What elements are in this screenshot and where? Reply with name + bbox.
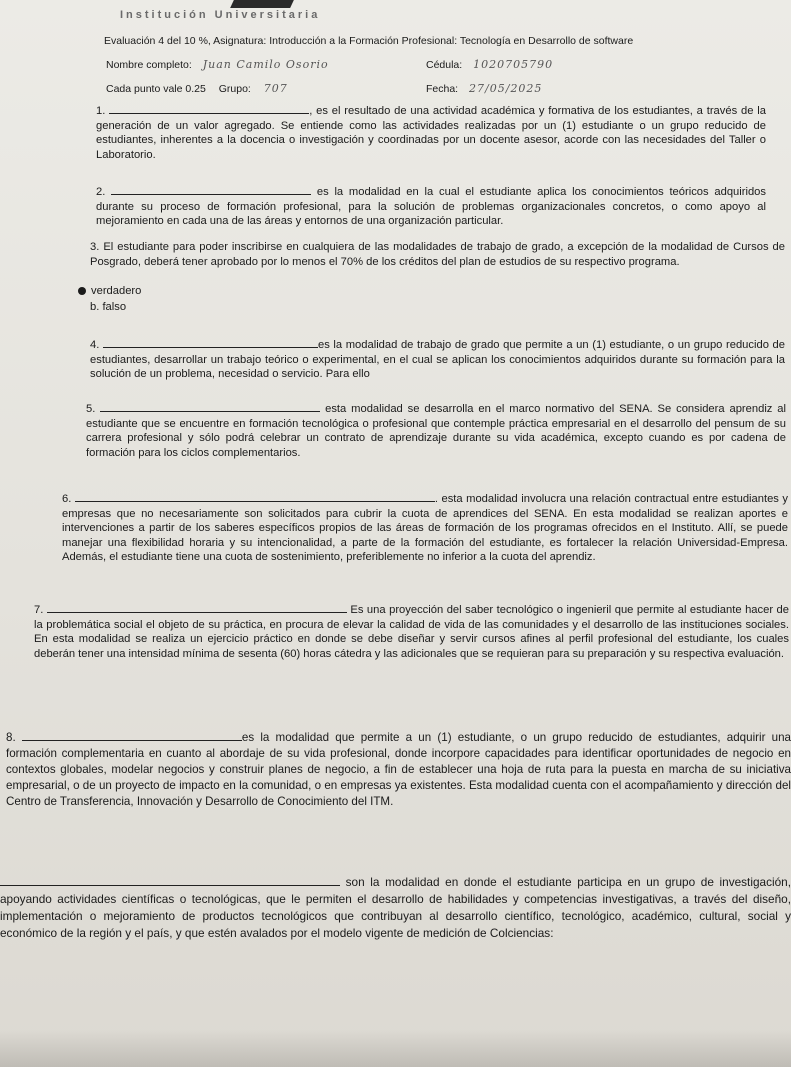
question-text: es la modalidad que permite a un (1) estudiante, o un grupo reducido de estudiantes, adquirir una formación complementaria en cuanto al abordaje de su vida profesional, donde incorpore capacidades para identificar oportunidades de negocio en contextos globales, modelar negocios y construir planes de negocio, a fin de establecer una hoja de ruta para la puesta en marcha de su iniciativa empresarial, o de un proyecto de impacto en la comunidad, o en empresas ya existentes. Esta modalidad cuenta con el acompañamiento y dirección del Centro de Transferencia, Innovación y Desarrollo de Conocimiento del ITM. bbox=[6, 731, 791, 808]
option-label: verdadero bbox=[91, 285, 142, 297]
question-text: . esta modalidad involucra una relación contractual entre estudiantes y empresas que no necesariamente son solicitados para cubrir la cuota de aprendices del SENA. En esta modalidad se realizan aportes e intervenciones a partir de los saberes específicos propios de las áreas de formación de los programas ofrecidos en el Instituto. Allí, se puede manejar una flexibilidad horaria y su intencionalidad, a parte de la formación del estudiante, es fortalecer la relación Universidad-Empresa. Además, el estudiante tiene una cuota de sostenimiento, preferiblemente no inferior a la cuota del aprendiz. bbox=[62, 493, 788, 563]
question-6 bbox=[62, 491, 788, 583]
evaluation-title: Evaluación 4 del 10 %, Asignatura: Introducción a la Formación Profesional: Tecnología en Desarrollo de software bbox=[104, 35, 634, 47]
question-text: es la modalidad de trabajo de grado que permite a un (1) estudiante, o un grupo reducido de estudiantes, desarrollar un trabajo teórico o experimental, en el cual se aplican los conocimientos adquiridos durante su formación para la solución de un problema, necesidad o servicio. Para ello bbox=[90, 339, 785, 380]
answer-blank[interactable] bbox=[109, 103, 309, 114]
question-3 bbox=[90, 240, 785, 284]
id-label: Cédula: bbox=[426, 59, 463, 71]
selected-radio-icon[interactable] bbox=[78, 287, 86, 295]
question-text: El estudiante para poder inscribirse en cualquiera de las modalidades de trabajo de grado, a excepción de la modalidad de Cursos de Posgrado, deberá tener aprobado por lo menos el 70% de los créditos del plan de estudios de su respectivo programa. bbox=[90, 241, 786, 268]
question-number: 2. bbox=[96, 186, 106, 198]
question-8 bbox=[6, 730, 791, 862]
question-5 bbox=[86, 401, 786, 463]
question-4 bbox=[90, 337, 785, 380]
question-number: 5. bbox=[86, 403, 96, 415]
points-text: Cada punto vale 0.25 bbox=[106, 83, 206, 95]
question-9 bbox=[0, 874, 791, 1014]
itm-logo bbox=[230, 0, 294, 8]
institution-name: Institución Universitaria bbox=[120, 9, 321, 21]
question-7 bbox=[34, 602, 789, 708]
name-value[interactable]: Juan Camilo Osorio bbox=[202, 58, 329, 71]
answer-blank[interactable] bbox=[100, 401, 320, 412]
question-number: 7. bbox=[34, 604, 44, 616]
name-row bbox=[106, 58, 329, 71]
question-number: 6. bbox=[62, 493, 72, 505]
option-false[interactable] bbox=[90, 301, 126, 313]
answer-blank[interactable] bbox=[47, 602, 347, 613]
name-label: Nombre completo: bbox=[106, 59, 192, 71]
option-true[interactable] bbox=[78, 285, 141, 297]
answer-blank[interactable] bbox=[0, 875, 340, 886]
answer-blank[interactable] bbox=[22, 730, 242, 741]
question-number: 1. bbox=[96, 105, 106, 117]
question-1 bbox=[96, 103, 766, 161]
answer-blank[interactable] bbox=[103, 337, 318, 348]
question-number: 8. bbox=[6, 731, 16, 744]
question-text: esta modalidad se desarrolla en el marco normativo del SENA. Se considera aprendiz al estudiante que se encuentre en formación tecnológica o profesional que contemple práctica empresarial en el desarrollo del pensum de su carrera profesional y sólo podrá celebrar un contrato de aprendizaje durante su vida académica, excepto cuando es por cadena de formación para los ciclos complementarios. bbox=[86, 403, 786, 459]
points-group-row bbox=[106, 82, 288, 95]
date-label: Fecha: bbox=[426, 83, 459, 95]
option-label: b. falso bbox=[90, 301, 127, 313]
page-edge-shadow bbox=[0, 1030, 791, 1067]
question-text: , es el resultado de una actividad académica y formativa de los estudiantes, a través de la generación de un valor agregado. Se entiende como las actividades realizadas por un (1) estudiante o un grupo reducido de estudiantes, inherentes a la docencia o investigación y coordinadas por un docente asesor, acorde con las necesidades del Taller o Laboratorio. bbox=[96, 105, 766, 161]
id-row bbox=[426, 58, 553, 71]
question-2 bbox=[96, 184, 766, 230]
group-label: Grupo: bbox=[218, 83, 251, 95]
question-text: es la modalidad en la cual el estudiante aplica los conocimientos teóricos adquiridos durante su proceso de formación profesional, para la solución de problemas organizacionales concretos, o como apoyo al mejoramiento en cada una de las áreas y entornos de una organización particular. bbox=[96, 186, 766, 227]
date-row bbox=[426, 82, 542, 95]
answer-blank[interactable] bbox=[75, 491, 435, 502]
question-text: son la modalidad en donde el estudiante participa en un grupo de investigación, apoyando actividades científicas o tecnológicas, que le permiten el desarrollo de habilidades y competencias investigativas, a través del diseño, implementación o mejoramiento de productos tecnológicos que contribuyan al desarrollo científico, tecnológico, académico, cultural, social y económico de la región y el país, y que estén avalados por el modelo vigente de medición de Colciencias: bbox=[0, 875, 791, 940]
question-text: Es una proyección del saber tecnológico o ingenieril que permite al estudiante hacer de la problemática social el objeto de su práctica, en procura de elevar la calidad de vida de las comunidades y el desarrollo de las instituciones sociales. En esta modalidad se realiza un ejercicio práctico en donde se debe diseñar y servir cursos afines al perfil profesional del estudiante, los cuales deberán tener una intensidad mínima de sesenta (60) horas cátedra y las adicionales que se requieran para su preparación y su respectiva evaluación. bbox=[34, 604, 790, 660]
id-value[interactable]: 1020705790 bbox=[473, 58, 554, 71]
answer-blank[interactable] bbox=[111, 184, 311, 195]
question-number: 3. bbox=[90, 241, 100, 253]
date-value[interactable]: 27/05/2025 bbox=[469, 82, 543, 95]
question-number: 4. bbox=[90, 339, 100, 351]
group-value[interactable]: 707 bbox=[263, 82, 288, 95]
